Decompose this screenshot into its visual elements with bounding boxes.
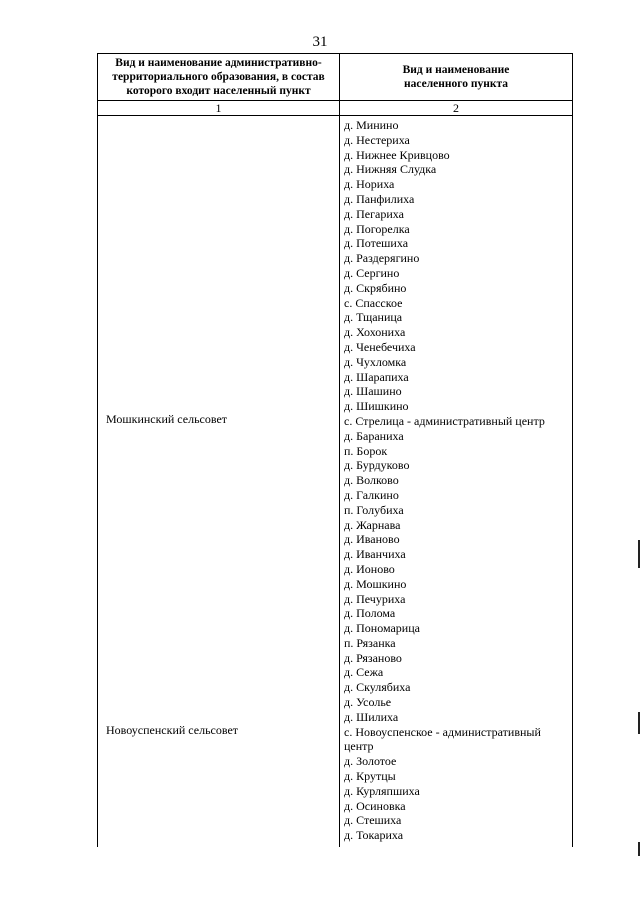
settlement-item: д. Усолье	[344, 695, 392, 710]
settlement-item: д. Нориха	[344, 177, 395, 192]
column-number-row	[98, 101, 573, 116]
settlement-item: д. Волково	[344, 473, 399, 488]
settlement-item: д. Пегариха	[344, 206, 404, 221]
settlement-item: д. Бараниха	[344, 428, 404, 443]
settlement-item: п. Голубиха	[344, 502, 404, 517]
settlement-item: д. Крутцы	[344, 769, 396, 784]
header-admin-unit: Вид и наименование административно-территориального образования, в состав которого входит населенный пункт	[98, 54, 340, 101]
settlement-item: д. Хохониха	[344, 325, 406, 340]
settlement-item: д. Нижнее Кривцово	[344, 147, 450, 162]
column-number-1: 1	[98, 101, 340, 116]
settlement-item: д. Нижняя Слудка	[344, 162, 437, 177]
settlement-item: с. Стрелица - административный центр	[344, 413, 545, 428]
settlement-item: д. Иванчиха	[344, 547, 406, 562]
settlement-item: д. Скулябиха	[344, 680, 411, 695]
settlement-item: д. Потешиха	[344, 236, 409, 251]
table-header-row	[98, 54, 573, 101]
settlement-item: д. Полома	[344, 606, 396, 621]
settlement-item: д. Курляпшиха	[344, 783, 420, 798]
settlement-item: д. Мошкино	[344, 576, 407, 591]
settlement-item: д. Стешиха	[344, 813, 402, 828]
settlement-item: д. Шашино	[344, 384, 402, 399]
column-number-2: 2	[340, 101, 573, 116]
settlement-item: д. Панфилиха	[344, 191, 415, 206]
settlement-item: д. Шишкино	[344, 399, 409, 414]
settlement-item: с. Спасское	[344, 295, 403, 310]
settlement-item: д. Ченебечиха	[344, 339, 416, 354]
settlement-item: д. Галкино	[344, 487, 399, 502]
settlement-item: д. Жарнава	[344, 517, 401, 532]
settlement-item: д. Сежа	[344, 665, 384, 680]
settlement-item: д. Погорелка	[344, 221, 410, 236]
settlement-list-cell	[340, 116, 573, 848]
settlement-item: д. Ионово	[344, 561, 395, 576]
settlement-item: д. Нестериха	[344, 132, 410, 147]
settlement-item: д. Золотое	[344, 754, 397, 769]
settlement-item: д. Сергино	[344, 265, 400, 280]
table-body-row	[98, 116, 573, 848]
settlement-item: д. Минино	[344, 118, 399, 132]
settlement-item: д. Тщаница	[344, 310, 403, 325]
page-number: 31	[312, 34, 328, 50]
settlement-item: д. Иваново	[344, 532, 400, 547]
settlement-item: д. Пономарица	[344, 621, 420, 636]
settlement-item: д. Печуриха	[344, 591, 406, 606]
district-name-moshkinsky: Мошкинский сельсовет	[106, 412, 228, 426]
settlement-item: д. Токариха	[344, 828, 404, 843]
admin-unit-cell	[98, 116, 340, 848]
settlement-item: д. Раздерягино	[344, 251, 420, 266]
settlement-item: д. Чухломка	[344, 354, 407, 369]
settlement-item: д. Шарапиха	[344, 369, 409, 384]
settlement-item: с. Новоуспенское - административный центр	[344, 724, 541, 754]
settlement-item: д. Скрябино	[344, 280, 407, 295]
settlement-item: п. Рязанка	[344, 635, 396, 650]
settlement-item: д. Осиновка	[344, 798, 406, 813]
settlement-item: д. Бурдуково	[344, 458, 410, 473]
settlement-item: д. Рязаново	[344, 650, 402, 665]
settlement-item: д. Шилиха	[344, 709, 399, 724]
settlement-item: п. Борок	[344, 443, 388, 458]
settlements-table	[97, 53, 573, 847]
district-name-novouspensky: Новоуспенский сельсовет	[106, 723, 239, 737]
header-settlement: Вид и наименование населенного пункта	[340, 54, 573, 101]
